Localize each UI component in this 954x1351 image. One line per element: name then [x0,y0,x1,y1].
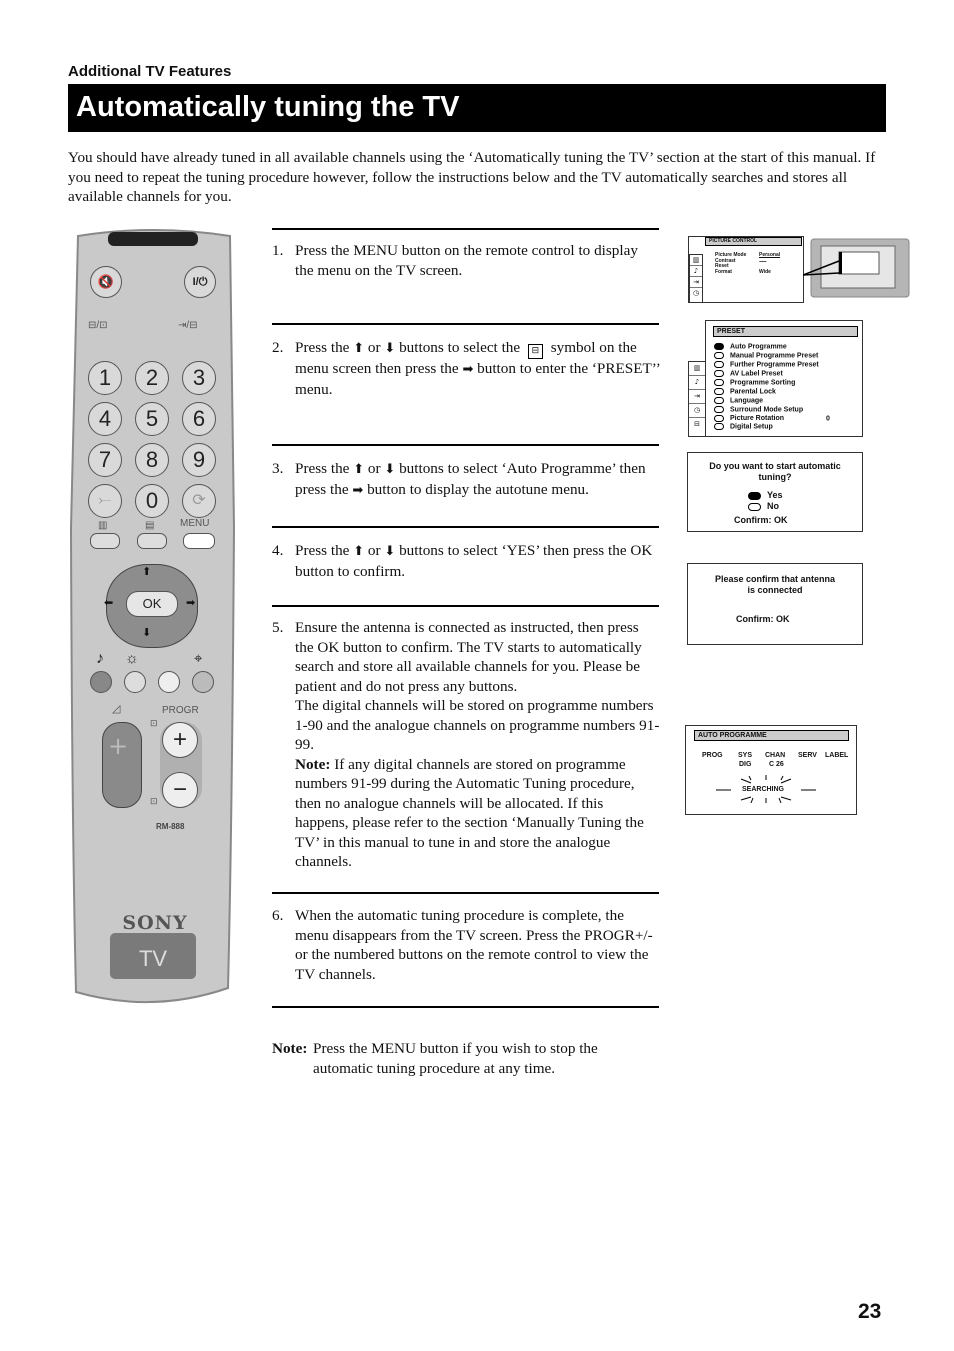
av-input-icon[interactable]: ⇥/⊟ [178,320,198,331]
picture-icon: ☼ [125,650,139,667]
searching-status: SEARCHING [742,786,785,793]
step-5 [272,618,660,872]
volume-up-icon[interactable]: + [108,732,129,760]
picture-icon: ▥ [690,255,702,266]
preset-panel [705,320,863,437]
mute-icon[interactable]: 🔇 [90,266,122,298]
power-icon[interactable]: I/⏻ [184,266,216,298]
confirm-ok-label: Confirm: OK [734,515,788,525]
number-button-0[interactable]: 0 [135,484,169,518]
teletext-mix-button[interactable] [137,533,167,549]
chan-value: C 26 [769,761,784,768]
step-divider [272,323,659,325]
confirm-ok-label: Confirm: OK [736,614,790,624]
screen-format-icon: ⌖ [194,650,203,667]
page-number: 23 [858,1300,882,1323]
number-button-4[interactable]: 4 [88,402,122,436]
screen-title: AUTO PROGRAMME [694,730,849,741]
step-text: or [367,542,381,559]
number-button-9[interactable]: 9 [182,443,216,477]
confirm-tuning-screen [687,452,863,532]
preset-item[interactable]: Programme Sorting [714,379,830,388]
preset-item[interactable]: Further Programme Preset [714,361,830,370]
tv-thumbnail [803,237,911,299]
down-arrow-icon: ⬇ [384,462,396,477]
col-serv: SERV [798,752,817,759]
down-arrow-icon: ⬇ [384,544,396,559]
down-arrow-icon[interactable]: ⬇ [142,626,152,639]
number-button-1[interactable]: 1 [88,361,122,395]
preset-item[interactable]: Manual Programme Preset [714,352,830,361]
right-arrow-icon: ➡ [352,482,364,498]
auto-programme-screen [685,725,857,815]
tuning-question: Do you want to start automatic tuning? [709,461,841,482]
yellow-button[interactable] [158,671,180,693]
step-text: buttons to select the [399,339,521,356]
note-label: Note: [295,755,331,773]
up-arrow-icon: ⬆ [353,462,365,477]
step-divider [272,605,659,607]
step-text: Press the MENU button on the remote control to display the menu on the TV screen. [295,242,638,279]
intro-paragraph: You should have already tuned in all available channels using the ‘Automatically tuning the TV’ section at the start of this manual. If you need to repeat the tuning procedure however, follow the instructions below and the TV automatically searches and stores all available channels for you. [68,149,876,205]
number-button-8[interactable]: 8 [135,443,169,477]
number-button-2[interactable]: 2 [135,361,169,395]
input-icon: ⇥ [689,390,705,404]
screen-title: PICTURE CONTROL [705,237,802,246]
step-3 [272,459,660,500]
progr-down-button[interactable]: − [162,772,198,808]
preset-item[interactable]: Auto Programme [714,343,830,352]
tv-logo: TV [138,946,168,971]
final-note [272,1039,660,1078]
col-chan: CHAN [765,752,786,759]
yes-option[interactable]: Yes [748,490,783,501]
picture-control-screen [688,236,804,303]
teletext-button[interactable] [90,533,120,549]
step-text: buttons to select ‘YES’ then press the OK button to confirm. [295,542,653,580]
preset-item[interactable]: Parental Lock [714,388,830,397]
page-title: Automatically tuning the TV [76,91,460,123]
teletext-icon: ▥ [98,520,108,531]
step-text: Press the [295,542,350,559]
timer-icon: ◷ [692,289,700,297]
preset-item[interactable]: AV Label Preset [714,370,830,379]
sound-icon: ♪ [689,376,705,390]
step-text: button to enter the ‘PRESET’’ menu. [295,360,660,398]
input-icon: ⇥ [690,277,702,288]
preset-menu-list [714,343,830,432]
step-1 [272,241,660,280]
col-prog: PROG [702,752,723,759]
volume-icon: ◿ [112,703,121,715]
step-divider [272,892,659,894]
col-sys: SYS [738,752,753,759]
col-label: LABEL [825,752,849,759]
refresh-icon[interactable]: ⟳ [182,484,216,518]
timer-icon: ◷ [689,404,705,418]
menu-icon-column [688,361,706,437]
step-text: Press the [295,339,350,356]
step-number: 5. [272,619,284,636]
up-arrow-icon: ⬆ [353,544,365,559]
step-number: 1. [272,242,284,259]
input-icon: ⊡ [150,718,158,728]
step-text: symbol on the menu screen then press the [295,339,637,377]
picture-control-rows: Picture Mode Personal Contrast . . . . . . . . . Reset Format Wide [715,252,781,275]
up-arrow-icon: ⬆ [353,341,365,356]
step-divider [272,1006,659,1008]
step-4 [272,541,660,581]
model-label: RM-888 [156,822,185,831]
left-arrow-icon[interactable]: ⬅ [104,596,114,609]
step-text: Press the [295,460,350,477]
number-button-3[interactable]: 3 [182,361,216,395]
step-text: buttons to select ‘Auto Programme’ then press the [295,460,646,498]
yes-no-options [748,490,783,512]
section-label: Additional TV Features [68,63,232,80]
preset-item[interactable]: Digital Setup [714,423,830,432]
sony-logo: SONY [122,912,188,934]
step-number: 3. [272,460,284,477]
ok-button[interactable]: OK [126,591,178,617]
sound-icon: ♪ [96,650,104,667]
right-arrow-icon: ➡ [462,362,474,377]
step-text: The digital channels will be stored on programme numbers 1-90 and the analogue channels on programme numbers 91-99. [295,697,660,753]
step-text: or [367,339,381,356]
sound-icon: ♪ [690,266,702,277]
step-divider [272,444,659,446]
input-select-icon[interactable]: ⊟/⊡ [88,320,108,331]
step-text: or [367,460,381,477]
note-text: If any digital channels are stored on programme numbers 91-99 during the Automatic Tuning procedure, then no analogue channels will be allocated. If this happens, please refer to the section ‘Manually Tuning the TV’ in this manual to tune in and store the analogue channels. [295,755,644,870]
sys-value: DIG [739,761,752,768]
blue-button[interactable] [192,671,214,693]
progr-up-button[interactable]: + [162,722,198,758]
step-number: 2. [272,339,284,356]
step-number: 6. [272,907,284,924]
antenna-message: Please confirm that antenna is connected [714,574,836,595]
step-divider [272,526,659,528]
up-arrow-icon[interactable]: ⬆ [142,565,152,578]
tv-icon: ⊡ [150,796,158,806]
green-button[interactable] [124,671,146,693]
down-arrow-icon: ⬇ [384,341,396,356]
step-2 [272,338,660,399]
right-arrow-icon[interactable]: ➡ [186,596,196,609]
preset-item[interactable]: Picture Rotation 0 [714,415,830,424]
antenna-confirm-screen [687,563,863,645]
preset-item[interactable]: Language [714,397,830,406]
step-text: When the automatic tuning procedure is complete, the menu disappears from the TV screen. Press the PROGR+/- or the numbered buttons on the remote control to view the TV channels. [295,907,653,983]
picture-icon: ▥ [689,362,705,376]
menu-label: MENU [180,518,210,529]
preset-symbol-icon: ⊟ [694,420,700,428]
preset-item[interactable]: Surround Mode Setup [714,406,830,415]
menu-icon-column [689,254,703,303]
note-label: Note: [272,1040,308,1057]
step-text: Ensure the antenna is connected as instructed, then press the OK button to confirm. The TV starts to automatically search and store all available channels for you. Please be patient and do not press any buttons. [295,619,642,695]
no-option[interactable]: No [748,501,783,512]
menu-button[interactable] [183,533,215,549]
red-button[interactable] [90,671,112,693]
number-button-5[interactable]: 5 [135,402,169,436]
previous-channel-icon[interactable]: ⤚ [88,484,122,518]
step-text: button to display the autotune menu. [367,480,589,498]
step-divider [272,228,659,230]
preset-screen [688,320,863,437]
number-button-7[interactable]: 7 [88,443,122,477]
progr-label: PROGR [162,705,199,716]
preset-symbol-icon: ⊟ [528,344,543,359]
remote-control-illustration [70,228,236,1008]
teletext-mix-icon: ▤ [145,520,155,531]
step-6 [272,906,660,984]
note-text: Press the MENU button if you wish to stop the automatic tuning procedure at any time. [313,1040,598,1077]
number-button-6[interactable]: 6 [182,402,216,436]
step-number: 4. [272,542,284,559]
screen-title: PRESET [713,326,858,337]
